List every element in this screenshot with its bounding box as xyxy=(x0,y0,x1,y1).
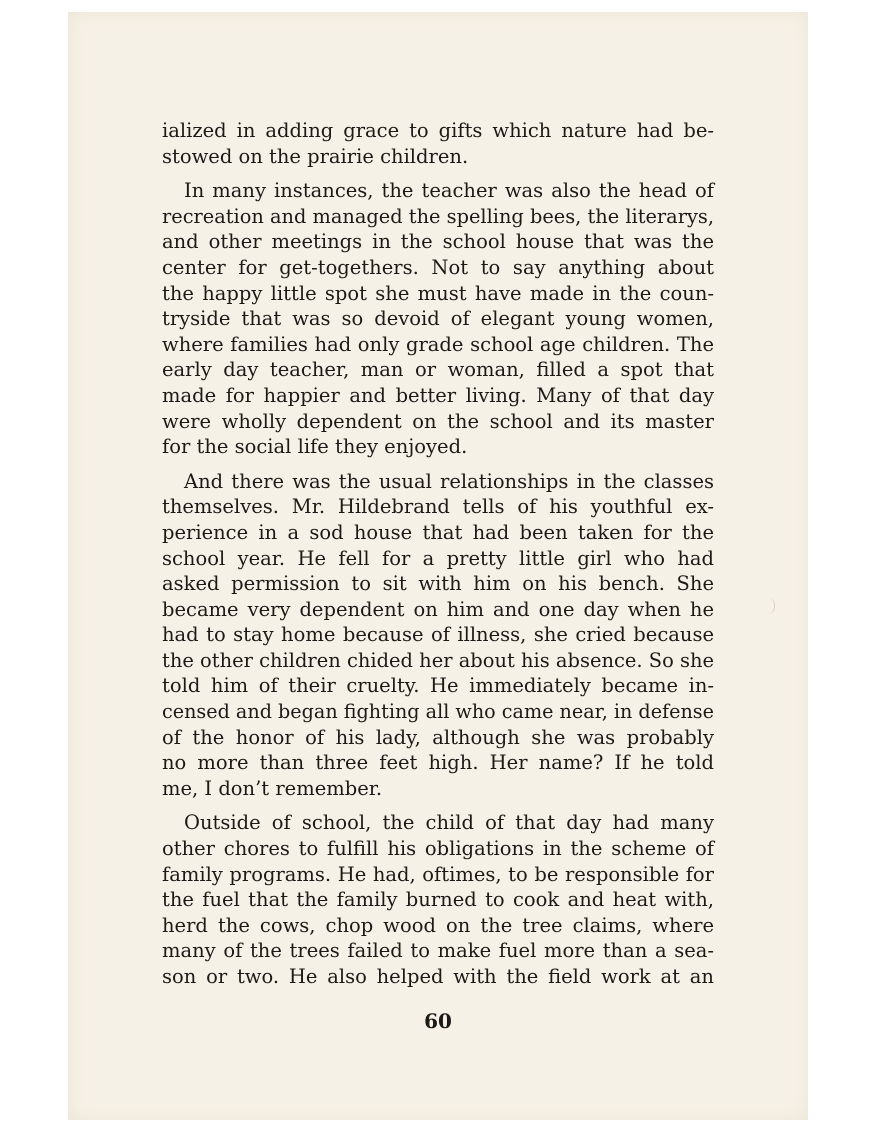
text-line: where families had only grade school age children. The xyxy=(162,332,714,356)
text-line: made for happier and better living. Many of that day xyxy=(162,383,714,407)
text-line: other chores to fulfill his obligations in the scheme of xyxy=(162,837,714,861)
page-number: 60 xyxy=(424,1009,452,1033)
text-line: censed and began fighting all who came near, in defense xyxy=(162,700,714,724)
text-line: son or two. He also helped with the field work at an xyxy=(162,965,714,988)
text-line: school year. He fell for a pretty little girl who had xyxy=(162,546,714,570)
paper-blemish xyxy=(768,598,775,614)
text-line: tryside that was so devoid of elegant young women, xyxy=(162,307,714,331)
text-line: had to stay home because of illness, she cried because xyxy=(162,623,714,647)
book-page xyxy=(68,12,808,1120)
body-text xyxy=(162,118,714,999)
text-line: no more than three feet high. Her name? If he told xyxy=(162,751,714,775)
text-line: And there was the usual relationships in the classes xyxy=(184,469,714,493)
text-line: told him of their cruelty. He immediately became in- xyxy=(162,674,714,698)
text-line: In many instances, the teacher was also the head of xyxy=(184,179,714,203)
text-line: the fuel that the family burned to cook and heat with, xyxy=(162,888,714,912)
text-line: were wholly dependent on the school and its master xyxy=(162,409,714,433)
paragraph xyxy=(162,178,714,460)
text-line: early day teacher, man or woman, filled a spot that xyxy=(162,358,714,382)
paragraph xyxy=(162,118,714,169)
text-line: became very dependent on him and one day when he xyxy=(162,597,714,621)
text-line: the happy little spot she must have made in the coun- xyxy=(162,281,714,305)
paragraph xyxy=(162,810,714,989)
text-line: for the social life they enjoyed. xyxy=(162,435,468,459)
text-line: many of the trees failed to make fuel more than a sea- xyxy=(162,939,714,963)
text-line: asked permission to sit with him on his bench. She xyxy=(162,572,714,596)
text-line: family programs. He had, oftimes, to be responsible for xyxy=(162,862,714,886)
text-line: the other children chided her about his absence. So she xyxy=(162,648,715,672)
text-line: perience in a sod house that had been taken for the xyxy=(162,520,714,544)
text-line: stowed on the prairie children. xyxy=(162,144,469,168)
text-line: Outside of school, the child of that day had many xyxy=(184,811,714,835)
text-line: and other meetings in the school house that was the xyxy=(162,230,714,254)
text-line: center for get-togethers. Not to say anything about xyxy=(162,255,714,279)
text-line: recreation and managed the spelling bees, the literarys, xyxy=(162,204,714,228)
text-line: me, I don’t remember. xyxy=(162,776,383,800)
text-line: herd the cows, chop wood on the tree claims, where xyxy=(162,913,714,937)
paragraph xyxy=(162,469,714,802)
text-line: of the honor of his lady, although she was probably xyxy=(162,725,714,749)
text-line: themselves. Mr. Hildebrand tells of his youthful ex- xyxy=(162,495,714,519)
text-line: ialized in adding grace to gifts which nature had be- xyxy=(162,119,714,142)
